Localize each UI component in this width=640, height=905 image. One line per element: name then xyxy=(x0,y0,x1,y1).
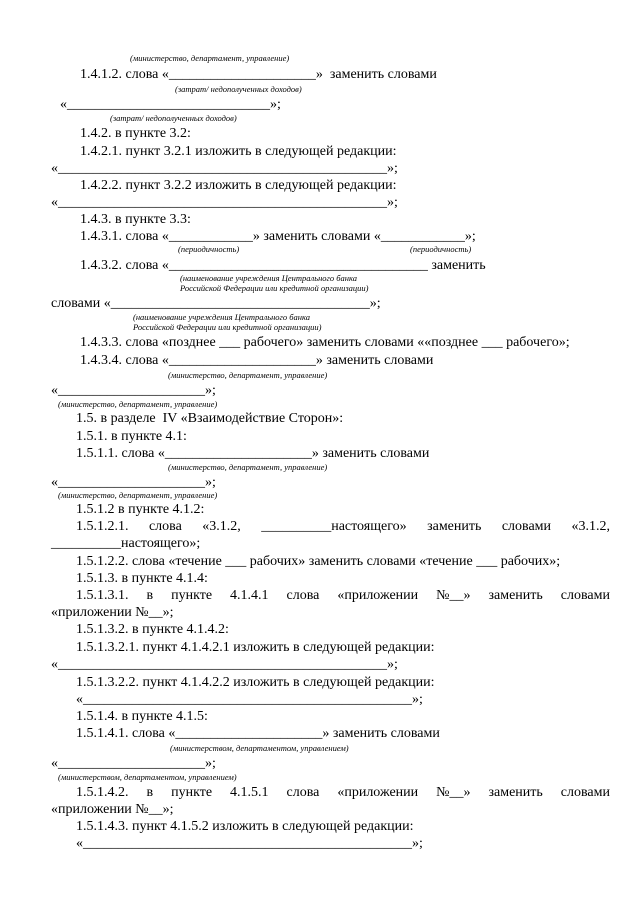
word: 1.5.1.2.1. xyxy=(76,519,129,534)
clause-line: 1.4.2.1. пункт 3.2.1 изложить в следующей редакции: xyxy=(80,144,397,159)
clause-line: 1.5.1.2.2. слова «течение ___ рабочих» заменить словами «течение ___ рабочих»; xyxy=(76,554,561,569)
clause-line: __________настоящего»; xyxy=(51,536,201,551)
justified-line xyxy=(76,784,610,801)
clause-line: «приложении №__»; xyxy=(51,802,174,817)
clause-line: 1.5.1.3.2. в пункте 4.1.4.2: xyxy=(76,622,229,637)
clause-line: 1.4.3.4. слова «_____________________» заменить словами xyxy=(80,353,434,368)
word: __________настоящего» xyxy=(261,519,407,534)
word: слова xyxy=(286,588,320,603)
clause-line: 1.5.1. в пункте 4.1: xyxy=(76,429,187,444)
word: 1.5.1.3.1. xyxy=(76,588,129,603)
caption: (наименование учреждения Центрального банка xyxy=(133,312,310,322)
caption: (министерство, департамент, управление) xyxy=(168,462,328,472)
clause-line: 1.5.1.3.2.1. пункт 4.1.4.2.1 изложить в следующей редакции: xyxy=(76,640,435,655)
word: 4.1.5.1 xyxy=(230,785,269,800)
word: «приложении xyxy=(337,588,419,603)
caption: (затрат/ недополученных доходов) xyxy=(175,84,302,94)
clause-line: 1.4.1.2. слова «_____________________» заменить словами xyxy=(80,67,437,82)
clause-line: 1.5.1.2 в пункте 4.1.2: xyxy=(76,502,205,517)
section-heading: 1.5. в разделе IV «Взаимодействие Сторон»: xyxy=(76,411,344,426)
word: заменить xyxy=(488,785,543,800)
clause-line: «_______________________________________________»; xyxy=(51,657,398,672)
caption: (министерством, департаментом, управлением) xyxy=(58,772,237,782)
clause-line: «_______________________________________________»; xyxy=(51,161,398,176)
clause-line: «_______________________________________________»; xyxy=(76,836,423,851)
clause-line: 1.5.1.4. в пункте 4.1.5: xyxy=(76,709,208,724)
word: слова xyxy=(286,785,320,800)
clause-line: 1.5.1.4.3. пункт 4.1.5.2 изложить в следующей редакции: xyxy=(76,819,414,834)
word: №__» xyxy=(436,588,471,603)
clause-line: «_______________________________________________»; xyxy=(76,692,423,707)
word: «3.1.2, xyxy=(202,519,241,534)
word: 4.1.4.1 xyxy=(230,588,269,603)
clause-line: 1.4.3. в пункте 3.3: xyxy=(80,212,191,227)
word: «приложении xyxy=(337,785,419,800)
word: словами xyxy=(501,519,552,534)
clause-line: «_______________________________________________»; xyxy=(51,195,398,210)
caption: (министерство, департамент, управление) xyxy=(58,490,218,500)
word: словами xyxy=(560,785,610,800)
clause-line: «_____________________»; xyxy=(51,475,216,490)
word: «3.1.2, xyxy=(571,519,610,534)
word: пункте xyxy=(171,785,213,800)
word: заменить xyxy=(488,588,543,603)
clause-line: 1.4.2.2. пункт 3.2.2 изложить в следующей редакции: xyxy=(80,178,397,193)
clause-line: 1.5.1.3. в пункте 4.1.4: xyxy=(76,571,208,586)
clause-line: 1.5.1.1. слова «_____________________» заменить словами xyxy=(76,446,430,461)
word: в xyxy=(146,588,154,603)
clause-line: 1.5.1.3.2.2. пункт 4.1.4.2.2 изложить в следующей редакции: xyxy=(76,675,435,690)
word: 1.5.1.4.2. xyxy=(76,785,129,800)
clause-line: 1.4.3.3. слова «позднее ___ рабочего» заменить словами ««позднее ___ рабочего»; xyxy=(80,335,570,350)
caption: (министерство, департамент, управление) xyxy=(58,399,218,409)
caption: (министерство, департамент, управление) xyxy=(130,53,290,63)
caption: Российской Федерации или кредитной организации) xyxy=(133,322,322,332)
caption: Российской Федерации или кредитной организации) xyxy=(180,283,369,293)
word: пункте xyxy=(171,588,213,603)
caption: (министерством, департаментом, управлением) xyxy=(170,743,349,753)
caption: (наименование учреждения Центрального банка xyxy=(180,273,357,283)
word: слова xyxy=(148,519,182,534)
clause-line: «_____________________»; xyxy=(51,383,216,398)
word: заменить xyxy=(427,519,482,534)
caption: (периодичность) xyxy=(178,244,240,254)
clause-line: «приложении №__»; xyxy=(51,605,174,620)
justified-line xyxy=(76,587,610,604)
clause-line: «_____________________»; xyxy=(51,756,216,771)
clause-line: словами «_____________________________________»; xyxy=(51,296,381,311)
justified-line xyxy=(76,518,610,535)
word: №__» xyxy=(436,785,471,800)
clause-line: «_____________________________»; xyxy=(60,97,281,112)
clause-line: 1.4.3.2. слова «_____________________________________ заменить xyxy=(80,258,486,273)
caption: (министерство, департамент, управление) xyxy=(168,370,328,380)
caption: (периодичность) xyxy=(410,244,472,254)
word: словами xyxy=(560,588,610,603)
word: в xyxy=(146,785,154,800)
clause-line: 1.4.2. в пункте 3.2: xyxy=(80,126,191,141)
clause-line: 1.5.1.4.1. слова «_____________________» заменить словами xyxy=(76,726,440,741)
clause-line: 1.4.3.1. слова «____________» заменить словами «____________»; xyxy=(80,229,476,244)
caption: (затрат/ недополученных доходов) xyxy=(110,113,237,123)
